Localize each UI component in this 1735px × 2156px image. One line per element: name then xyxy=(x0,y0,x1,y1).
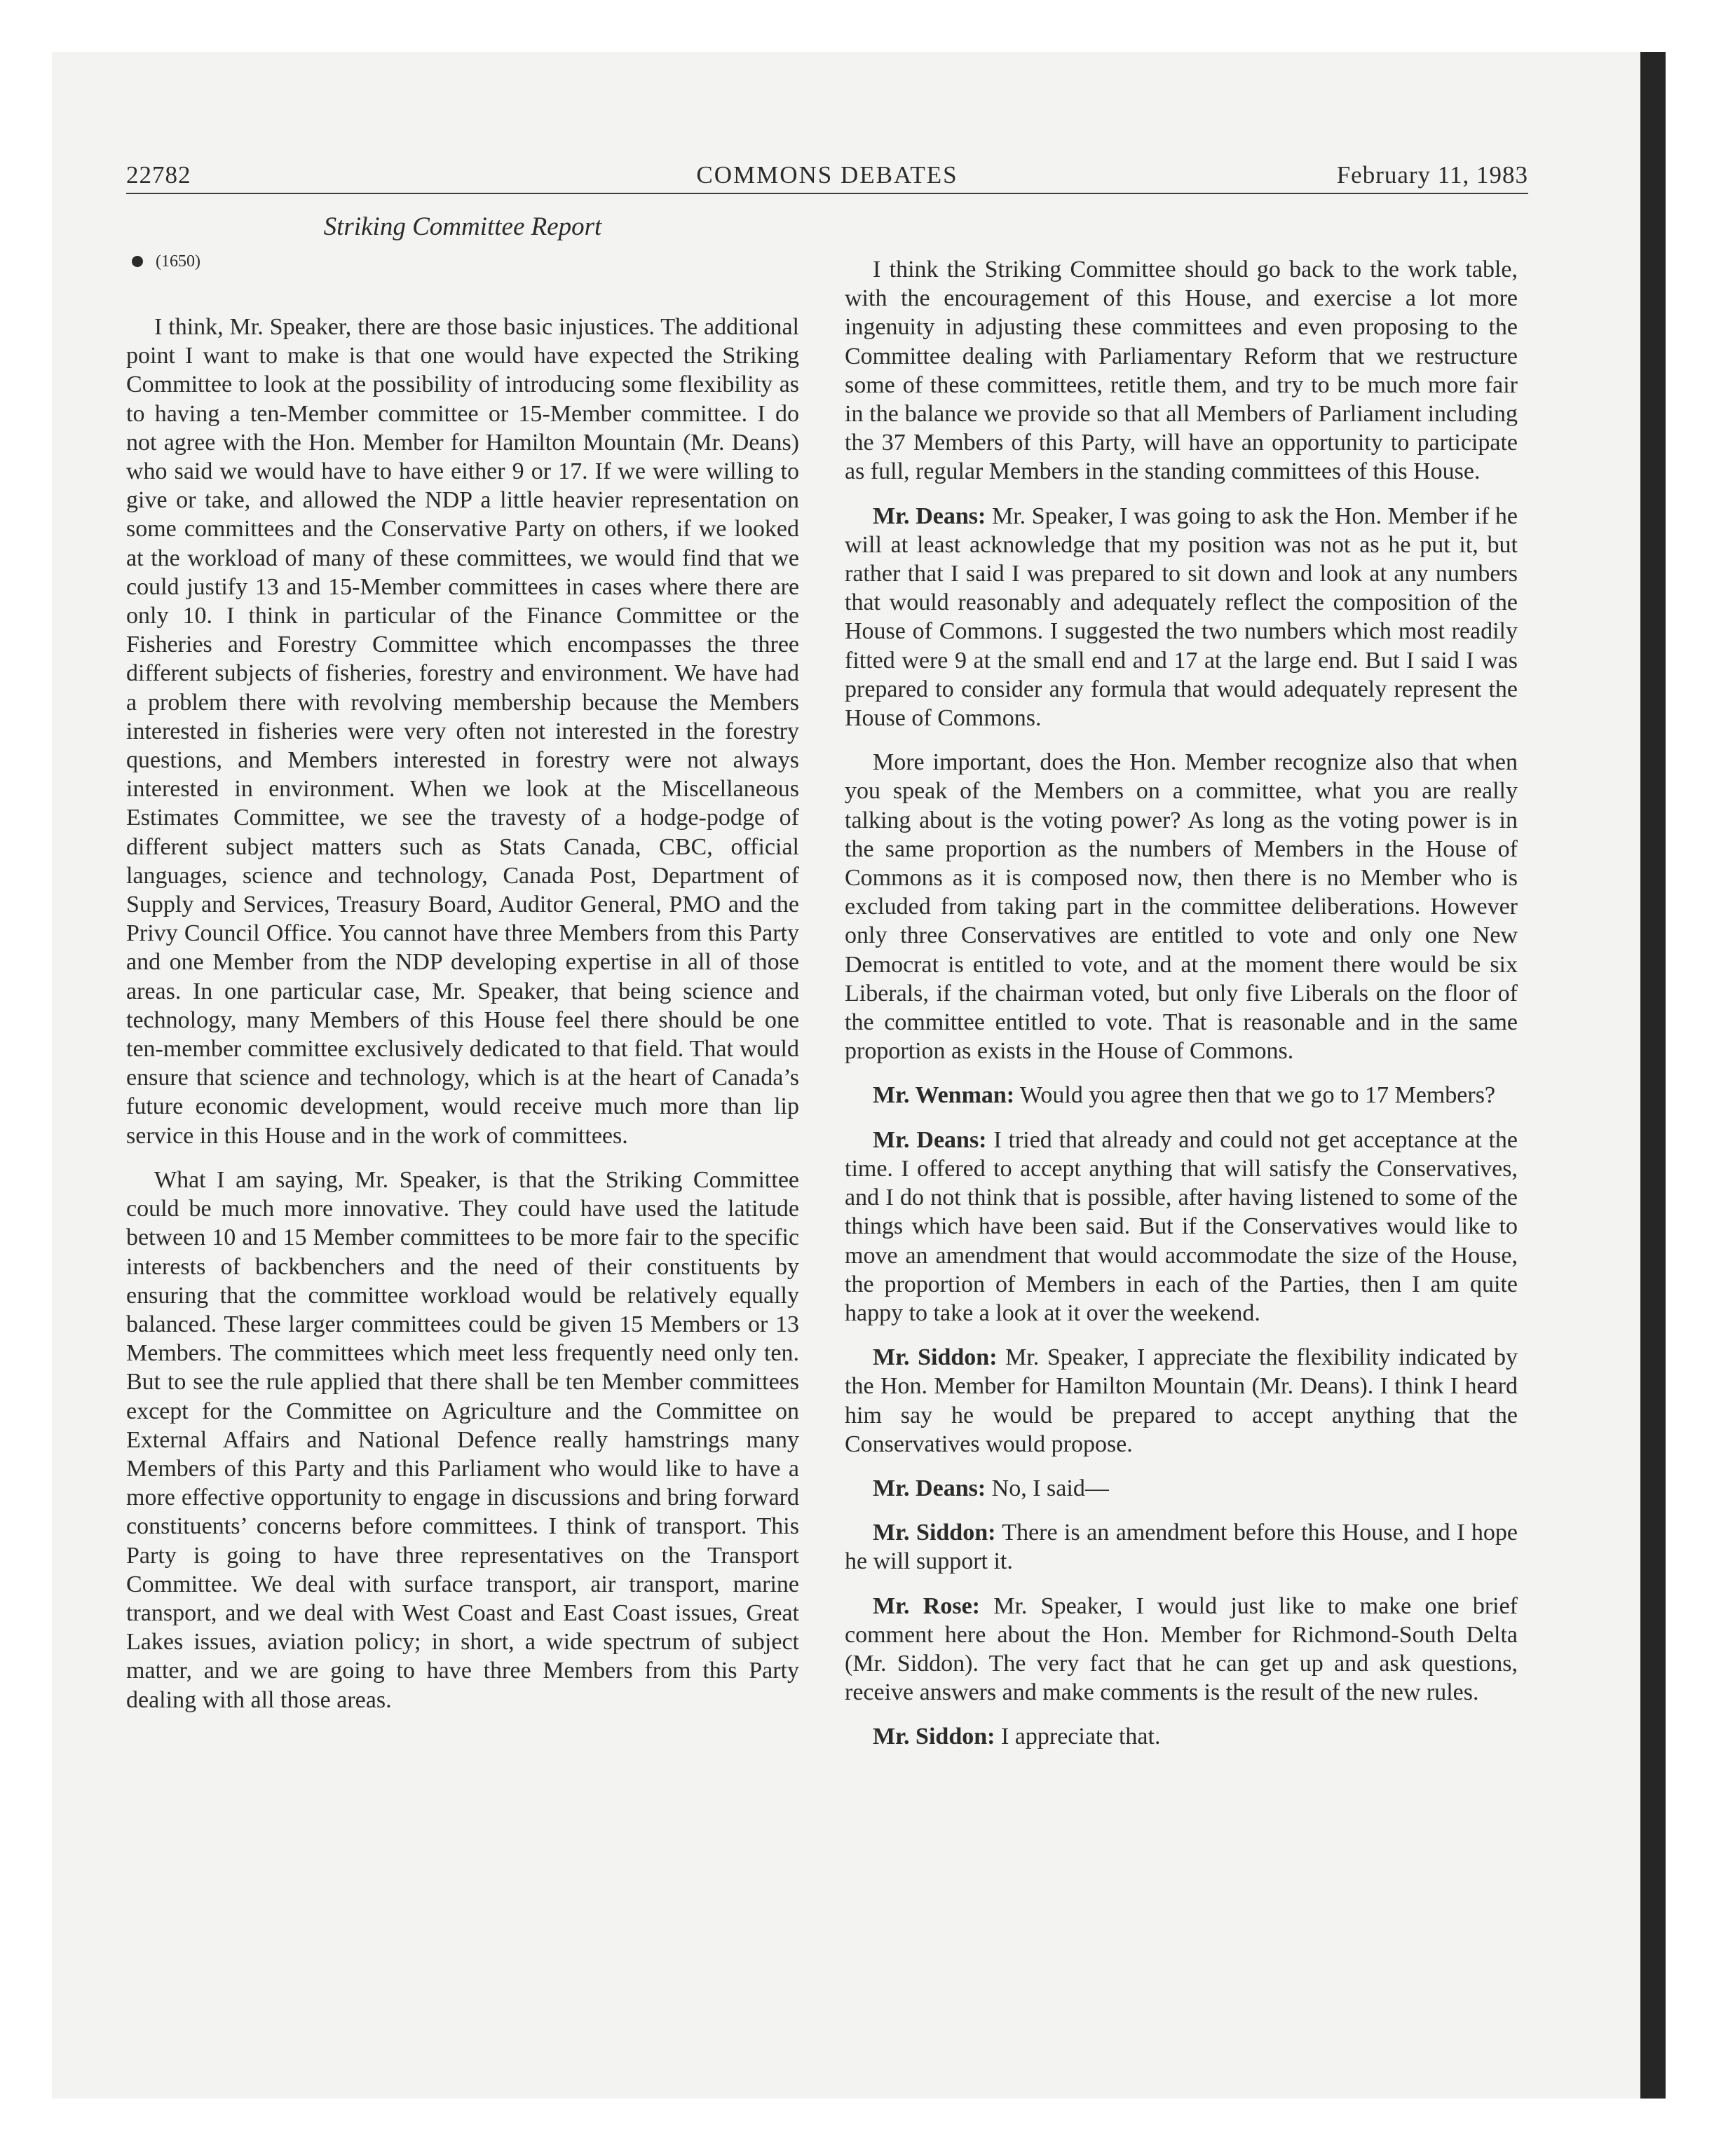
bullet-icon xyxy=(132,256,143,267)
speaker-name: Mr. Deans: xyxy=(873,1126,987,1153)
paragraph-text: More important, does the Hon. Member recognize also that when you speak of the Members on a committee, what you are really talking about is the voting power? As long as the voting power is in the same proportion as the numbers of Members in the House of Commons as it is composed now, then there is no Member who is excluded from taking part in the committee deliberations. However only three Conservatives are entitled to vote and only one New Democrat is entitled to vote, and at the moment there would be six Liberals, if the chairman voted, but only five Liberals on the floor of the committee entitled to vote. That is reasonable and in the same proportion as exists in the House of Commons. xyxy=(845,749,1518,1065)
paragraph xyxy=(845,502,1518,733)
paragraph-text: I think the Striking Committee should go back to the work table, with the encouragement of this House, and exercise a lot more ingenuity in adjusting these committees and even proposing to the Committee dealing with Parliamentary Reform that we restructure some of these committees, retitle them, and try to be much more fair in the balance we provide so that all Members of Parliament including the 37 Members of this Party, will have an opportunity to participate as full, regular Members in the standing committees of this House. xyxy=(845,257,1518,485)
publication-title: COMMONS DEBATES xyxy=(696,161,958,189)
paragraph xyxy=(845,1722,1518,1751)
left-column xyxy=(126,313,799,1730)
paragraph-text: No, I said— xyxy=(991,1475,1109,1501)
paragraph xyxy=(845,1081,1518,1110)
paragraph xyxy=(845,1518,1518,1576)
speaker-name: Mr. Siddon: xyxy=(873,1344,998,1371)
speaker-name: Mr. Siddon: xyxy=(873,1520,996,1546)
paragraph xyxy=(845,1126,1518,1328)
speaker-name: Mr. Wenman: xyxy=(873,1082,1015,1109)
paragraph-text: Mr. Speaker, I appreciate the flexibility indicated by the Hon. Member for Hamilton Mountain (Mr. Deans). I think I heard him say he would be prepared to accept anything that the Conservatives would propose. xyxy=(845,1344,1518,1457)
paragraph-text: Would you agree then that we go to 17 Members? xyxy=(1020,1082,1496,1109)
paragraph: I think, Mr. Speaker, there are those basic injustices. The additional point I want to make is that one would have expected the Striking Committee to look at the possibility of introducing some flexibility as to having a ten-Member committee or 15-Member committee. I do not agree with the Hon. Member for Hamilton Mountain (Mr. Deans) who said we would have to have either 9 or 17. If we were willing to give or take, and allowed the NDP a little heavier representation on some committees and the Conservative Party on others, if we looked at the workload of many of these committees, we would find that we could justify 13 and 15-Member committees in cases where there are only 10. I think in particular of the Finance Committee or the Fisheries and Forestry Committee which encompasses the three different subjects of fisheries, forestry and environment. We have had a problem there with revolving membership because the Members interested in fisheries were very often not interested in the forestry questions, and Members interested in forestry were not always interested in environment. When we look at the Miscellaneous Estimates Committee, we see the travesty of a hodge-podge of different subject matters such as Stats Canada, CBC, official languages, science and technology, Canada Post, Department of Supply and Services, Treasury Board, Auditor General, PMO and the Privy Council Office. You cannot have three Members from this Party and one Member from the NDP developing expertise in all of those areas. In one particular case, Mr. Speaker, that being science and technology, many Members of this House feel there should be one ten-member committee exclusively dedicated to that field. That would ensure that science and technology, which is at the heart of Canada’s future economic development, would receive much more than lip service in this House and in the work of committees. xyxy=(126,314,799,1149)
publication-date: February 11, 1983 xyxy=(1336,161,1528,189)
speaker-name: Mr. Rose: xyxy=(873,1592,980,1619)
paragraph xyxy=(845,255,1518,486)
speaker-name: Mr. Deans: xyxy=(873,503,986,529)
paragraph xyxy=(845,1343,1518,1459)
timestamp-marker xyxy=(132,250,200,273)
right-column xyxy=(845,255,1518,1767)
paragraph-text: I appreciate that. xyxy=(1000,1724,1161,1750)
timestamp-text: (1650) xyxy=(156,252,200,271)
paragraph-text: I tried that already and could not get acceptance at the time. I offered to accept anything that will satisfy the Conservatives, and I do not think that is possible, after having listened to some of the things which have been said. But if the Conservatives would like to move an amendment that would accommodate the size of the House, the proportion of Members in each of the Parties, then I am quite happy to take a look at it over the weekend. xyxy=(845,1126,1518,1326)
paragraph xyxy=(845,748,1518,1065)
paragraph-text: Mr. Speaker, I would just like to make one brief comment here about the Hon. Member for Richmond-South Delta (Mr. Siddon). The very fact that he can get up and ask questions, receive answers and make comments is the result of the new rules. xyxy=(845,1592,1518,1706)
paragraph-text: Mr. Speaker, I was going to ask the Hon. Member if he will at least acknowledge that my position was not as he put it, but rather that I said I was prepared to sit down and look at any numbers that would reasonably and adequately reflect the composition of the House of Commons. I suggested the two numbers which most readily fitted were 9 at the small end and 17 at the large end. But I said I was prepared to consider any formula that would adequately represent the House of Commons. xyxy=(845,503,1518,732)
paragraph xyxy=(845,1474,1518,1503)
speaker-name: Mr. Siddon: xyxy=(873,1724,995,1750)
paragraph xyxy=(845,1592,1518,1707)
scan-edge xyxy=(1640,52,1666,2099)
running-header xyxy=(126,158,1528,192)
speaker-name: Mr. Deans: xyxy=(873,1475,986,1501)
paragraph: What I am saying, Mr. Speaker, is that the Striking Committee could be much more innovative. They could have used the latitude between 10 and 15 Member committees to be more fair to the specific interests of backbenchers and the need of their constituents by ensuring that the committee workload would be relatively equally balanced. These larger committees could be given 15 Members or 13 Members. The committees which meet less frequently need only ten. But to see the rule applied that there shall be ten Member committees except for the Committee on Agriculture and the Committee on External Affairs and National Defence really hamstrings many Members of this Party and this Parliament who would like to have a more effective opportunity to engage in discussions and bring forward constituents’ concerns before committees. I think of transport. This Party is going to have three representatives on the Transport Committee. We deal with surface transport, air transport, marine transport, and we deal with West Coast and East Coast issues, Great Lakes issues, aviation policy; in short, a wide spectrum of subject matter, and we are going to have three Members from this Party dealing with all those areas. xyxy=(126,1166,799,1713)
page-number: 22782 xyxy=(126,161,191,189)
section-title: Striking Committee Report xyxy=(323,212,602,241)
paragraph-text: There is an amendment before this House, and I hope he will support it. xyxy=(845,1520,1518,1575)
header-rule xyxy=(126,193,1528,194)
